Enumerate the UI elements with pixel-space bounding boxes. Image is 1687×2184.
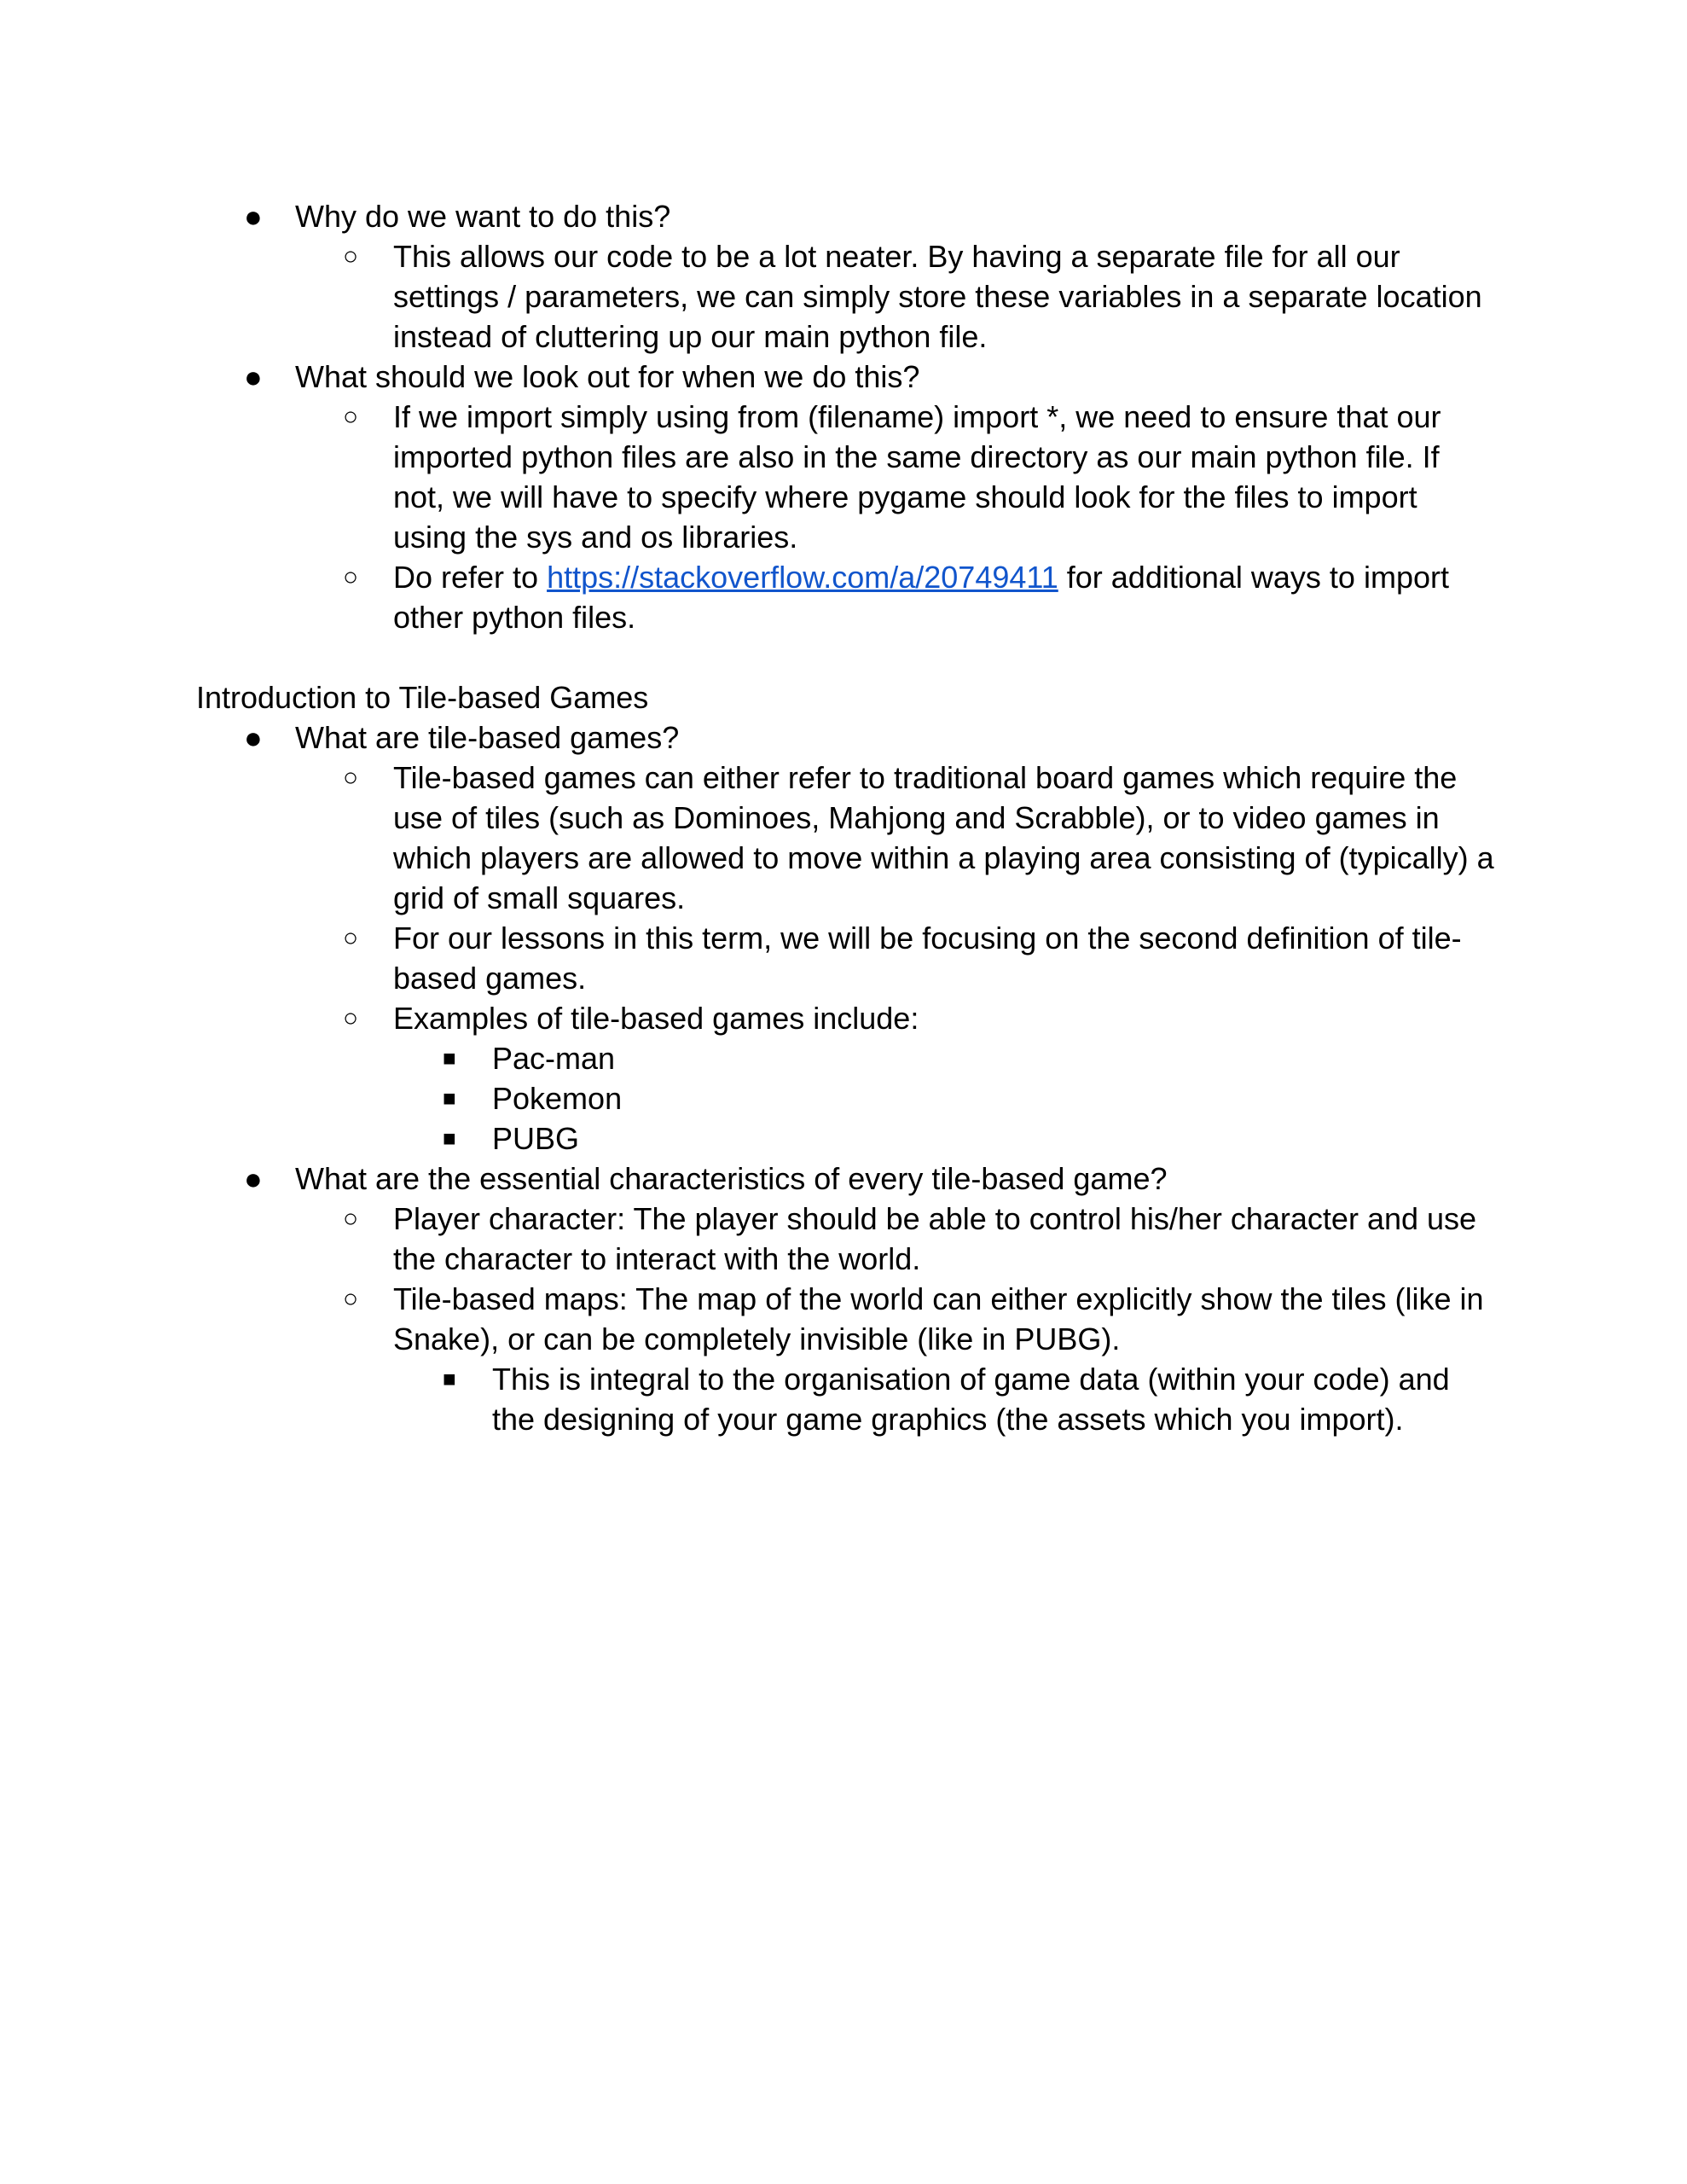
bullet-square: ■ — [443, 1366, 456, 1391]
answer-line: settings / parameters, we can simply store these variables in a separate location — [393, 279, 1482, 314]
refer-prefix: Do refer to — [393, 560, 548, 595]
bullet-square: ■ — [443, 1045, 456, 1071]
answer-line: Tile-based maps: The map of the world can either explicitly show the tiles (like in — [393, 1281, 1484, 1316]
answer-line: the character to interact with the world. — [393, 1241, 921, 1276]
example-item: Pac-man — [492, 1041, 616, 1076]
bullet-disc: ● — [244, 359, 263, 394]
answer-line: For our lessons in this term, we will be focusing on the second definition of tile- — [393, 921, 1462, 956]
example-item: PUBG — [492, 1121, 580, 1156]
bullet-circle: ○ — [343, 924, 359, 952]
answer-line: instead of cluttering up our main python file. — [393, 319, 988, 354]
bullet-square: ■ — [443, 1125, 456, 1151]
stackoverflow-link[interactable]: https://stackoverflow.com/a/20749411 — [547, 560, 1058, 595]
list-item-what-are: What are tile-based games? — [295, 720, 680, 755]
bullet-disc: ● — [244, 720, 263, 755]
answer-line: If we import simply using from (filename) import *, we need to ensure that our — [393, 399, 1441, 434]
answer-line: other python files. — [393, 600, 636, 635]
answer-line: imported python files are also in the same directory as our main python file. If — [393, 439, 1440, 474]
answer-line: which players are allowed to move within a playing area consisting of (typically) a — [393, 840, 1494, 875]
refer-suffix: for additional ways to import — [1058, 560, 1449, 595]
answer-line: Player character: The player should be able to control his/her character and use — [393, 1201, 1477, 1236]
example-item: Pokemon — [492, 1081, 623, 1116]
answer-line: Examples of tile-based games include: — [393, 1001, 919, 1036]
list-item-why: Why do we want to do this? — [295, 199, 671, 234]
answer-line: Snake), or can be completely invisible (like in PUBG). — [393, 1321, 1121, 1356]
bullet-disc: ● — [244, 199, 263, 234]
bullet-circle: ○ — [343, 563, 359, 591]
list-item-characteristics: What are the essential characteristics of every tile-based game? — [295, 1161, 1168, 1196]
bullet-circle: ○ — [343, 403, 359, 431]
answer-line: grid of small squares. — [393, 880, 686, 915]
sub-answer-line: the designing of your game graphics (the assets which you import). — [492, 1402, 1404, 1437]
answer-line: based games. — [393, 961, 587, 996]
answer-line: Tile-based games can either refer to traditional board games which require the — [393, 760, 1458, 795]
bullet-circle: ○ — [343, 242, 359, 270]
sub-answer-line: This is integral to the organisation of game data (within your code) and — [492, 1362, 1450, 1397]
bullet-circle: ○ — [343, 1285, 359, 1313]
bullet-square: ■ — [443, 1085, 456, 1111]
bullet-circle: ○ — [343, 1205, 359, 1233]
bullet-disc: ● — [244, 1161, 263, 1196]
answer-line: using the sys and os libraries. — [393, 520, 798, 555]
answer-line-with-link — [393, 557, 1449, 597]
section-heading: Introduction to Tile-based Games — [196, 680, 649, 715]
answer-line: not, we will have to specify where pygame should look for the files to import — [393, 479, 1417, 514]
bullet-circle: ○ — [343, 764, 359, 792]
answer-line: use of tiles (such as Dominoes, Mahjong and Scrabble), or to video games in — [393, 800, 1440, 835]
bullet-circle: ○ — [343, 1004, 359, 1032]
answer-line: This allows our code to be a lot neater. By having a separate file for all our — [393, 239, 1400, 274]
list-item-lookout: What should we look out for when we do this? — [295, 359, 920, 394]
